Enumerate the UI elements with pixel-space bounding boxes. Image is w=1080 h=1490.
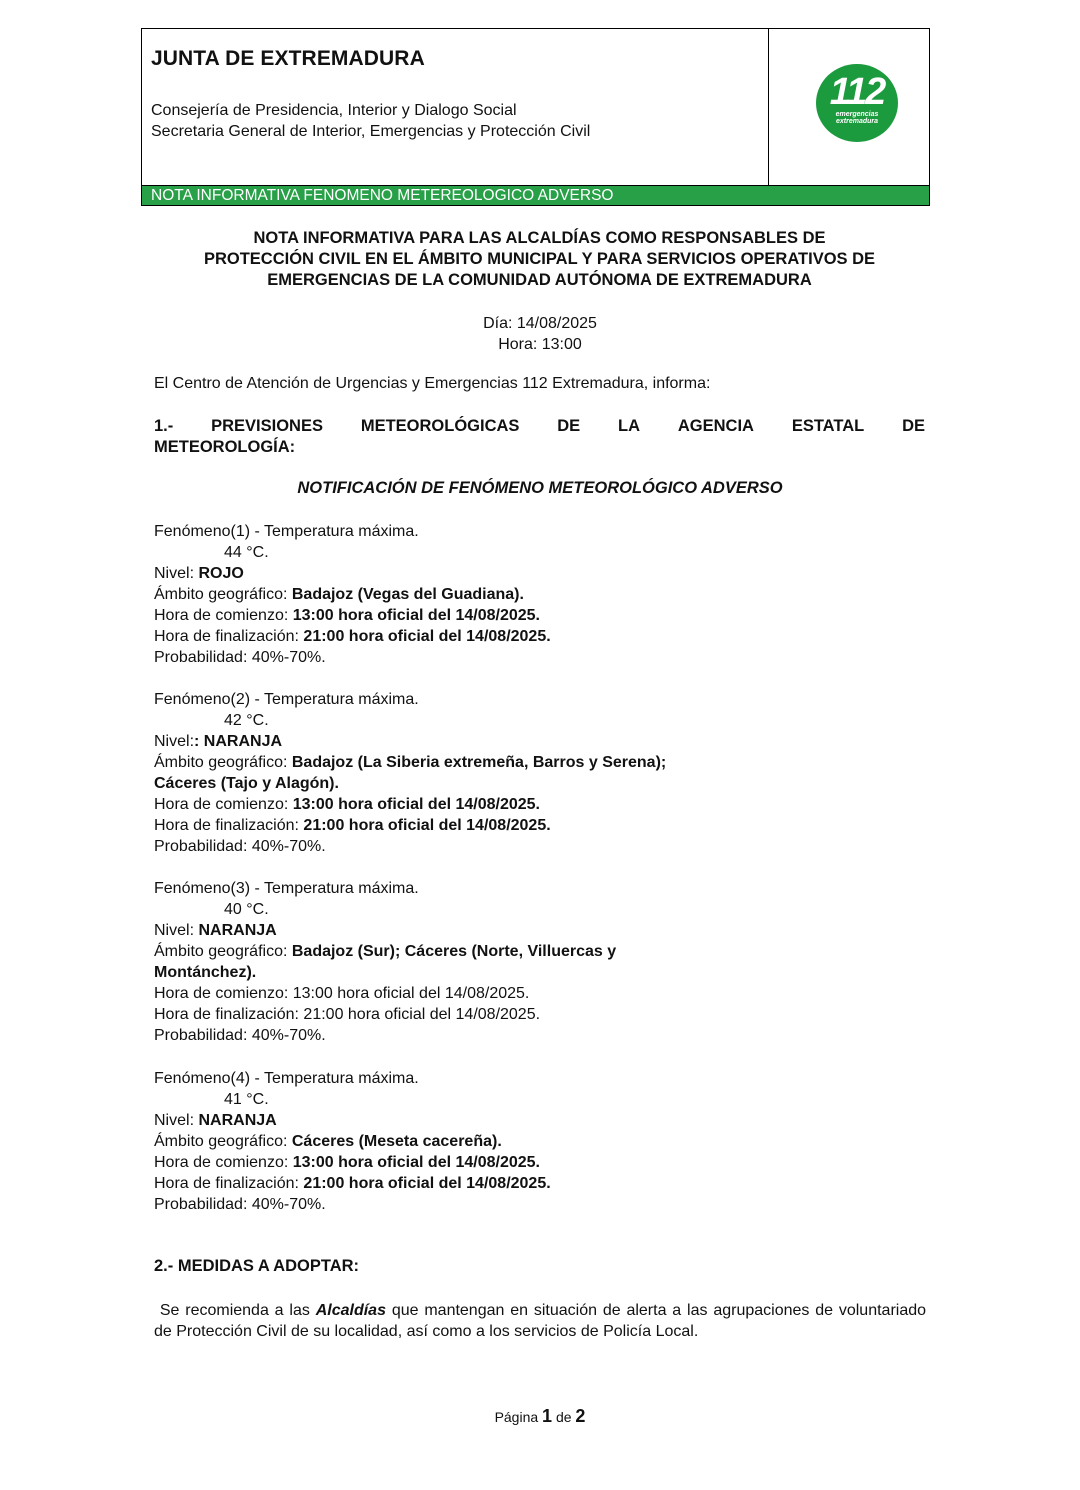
dept-line-2: Secretaria General de Interior, Emergencias y Protección Civil: [151, 123, 591, 140]
phen-title: Fenómeno(4) - Temperatura máxima.: [154, 1070, 419, 1087]
phen-start: 13:00 hora oficial del 14/08/2025.: [292, 607, 540, 624]
label-inicio: Hora de comienzo:: [154, 1154, 289, 1171]
phen-level-row: [154, 1110, 551, 1131]
section-1-heading: [154, 416, 925, 458]
phen-area: Badajoz (Vegas del Guadiana).: [291, 586, 524, 603]
label-fin: Hora de finalización:: [154, 817, 299, 834]
label-fin: Hora de finalización:: [154, 1006, 299, 1023]
label-fin: Hora de finalización:: [154, 1175, 299, 1192]
department-lines: [151, 100, 590, 142]
phen-title: Fenómeno(3) - Temperatura máxima.: [154, 880, 419, 897]
dept-line-1: Consejería de Presidencia, Interior y Dialogo Social: [151, 102, 517, 119]
phen-area: Cáceres (Meseta cacereña).: [291, 1133, 502, 1150]
phenomenon-1: [154, 521, 551, 668]
phen-start: 13:00 hora oficial del 14/08/2025.: [292, 1154, 540, 1171]
label-inicio: Hora de comienzo:: [154, 985, 289, 1002]
phen-start-row: [154, 983, 616, 1004]
s1-word: 1.-: [154, 417, 174, 435]
phen-prob: Probabilidad: 40%-70%.: [154, 649, 326, 666]
label-fin: Hora de finalización:: [154, 628, 299, 645]
label-ambito: Ámbito geográfico:: [154, 754, 288, 771]
time-line: Hora: 13:00: [498, 336, 582, 353]
page-total: 2: [575, 1406, 586, 1426]
title-line-1: NOTA INFORMATIVA PARA LAS ALCALDÍAS COMO RESPONSABLES DE: [253, 229, 826, 247]
phen-start: 13:00 hora oficial del 14/08/2025.: [292, 796, 540, 813]
s1-word: ESTATAL: [791, 417, 865, 435]
phen-title: Fenómeno(2) - Temperatura máxima.: [154, 691, 419, 708]
phen-prob: Probabilidad: 40%-70%.: [154, 1196, 326, 1213]
phen-area: Badajoz (Sur); Cáceres (Norte, Villuercas y: [291, 943, 617, 960]
phen-area-2: Montánchez).: [154, 964, 257, 981]
emergencias-112-logo: [816, 64, 898, 142]
s1-word: LA: [618, 417, 641, 435]
label-ambito: Ámbito geográfico:: [154, 1133, 288, 1150]
page-footer: [0, 1406, 1080, 1427]
phen-area-row: [154, 752, 666, 773]
phen-temp: 40 °C.: [224, 901, 269, 918]
phen-end-row: [154, 815, 666, 836]
title-line-3: EMERGENCIAS DE LA COMUNIDAD AUTÓNOMA DE EXTREMADURA: [267, 271, 812, 289]
phen-level: ROJO: [198, 565, 244, 582]
label-inicio: Hora de comienzo:: [154, 796, 289, 813]
title-line-2: PROTECCIÓN CIVIL EN EL ÁMBITO MUNICIPAL Y PARA SERVICIOS OPERATIVOS DE: [203, 250, 876, 268]
header-box: [141, 28, 930, 206]
phen-level-row: [154, 563, 551, 584]
phen-level: NARANJA: [198, 1112, 277, 1129]
rec-emphasis: Alcaldías: [315, 1302, 386, 1319]
phen-prob: Probabilidad: 40%-70%.: [154, 838, 326, 855]
s1-word: DE: [557, 417, 581, 435]
phen-level-row: [154, 731, 666, 752]
label-inicio: Hora de comienzo:: [154, 607, 289, 624]
s1-word: DE: [902, 417, 925, 435]
of-word: de: [555, 1409, 572, 1425]
banner: NOTA INFORMATIVA FENOMENO METEREOLOGICO ADVERSO: [142, 185, 929, 205]
phen-area-row: [154, 584, 551, 605]
phen-level: : NARANJA: [194, 733, 283, 750]
phenomenon-2: [154, 689, 666, 857]
logo-number: 112: [829, 71, 885, 113]
phen-end-row: [154, 1004, 616, 1025]
phen-end: 21:00 hora oficial del 14/08/2025.: [303, 1006, 541, 1023]
phen-level: NARANJA: [198, 922, 277, 939]
phen-temp: 42 °C.: [224, 712, 269, 729]
phen-area-row: [154, 941, 616, 962]
phen-title: Fenómeno(1) - Temperatura máxima.: [154, 523, 419, 540]
phen-start-row: [154, 1152, 551, 1173]
phen-start-row: [154, 794, 666, 815]
phen-prob: Probabilidad: 40%-70%.: [154, 1027, 326, 1044]
s1-word: PREVISIONES: [211, 417, 323, 435]
phen-end: 21:00 hora oficial del 14/08/2025.: [303, 628, 551, 645]
label-nivel: Nivel:: [154, 922, 195, 939]
phen-level-row: [154, 920, 616, 941]
phen-end-row: [154, 626, 551, 647]
org-name: JUNTA DE EXTREMADURA: [151, 47, 425, 70]
section-2-heading: 2.- MEDIDAS A ADOPTAR:: [154, 1257, 360, 1275]
phenomenon-4: [154, 1068, 551, 1215]
label-nivel: Nivel:: [154, 733, 195, 750]
phen-temp: 44 °C.: [224, 544, 269, 561]
phen-area-2: Cáceres (Tajo y Alagón).: [154, 775, 339, 792]
phen-temp: 41 °C.: [224, 1091, 269, 1108]
header-left: [142, 29, 769, 185]
phen-start-row: [154, 605, 551, 626]
phen-area: Badajoz (La Siberia extremeña, Barros y Serena);: [291, 754, 667, 771]
phen-end: 21:00 hora oficial del 14/08/2025.: [303, 817, 551, 834]
date-line: Día: 14/08/2025: [483, 315, 597, 332]
logo-sub-1: emergencias: [835, 111, 879, 118]
label-nivel: Nivel:: [154, 565, 195, 582]
section-1-line-1: [154, 416, 925, 437]
recommendation-text: [154, 1300, 926, 1342]
page-number: 1: [542, 1406, 553, 1426]
logo-sub-2: extremadura: [835, 118, 879, 125]
rec-post: que mantengan en situación de alerta a las agrupaciones de voluntariado de Protección Civil de su localidad, así como a los servicios de Policía Local.: [154, 1302, 927, 1340]
phen-end: 21:00 hora oficial del 14/08/2025.: [303, 1175, 551, 1192]
s1-word: METEOROLÓGICAS: [360, 417, 520, 435]
intro-text: El Centro de Atención de Urgencias y Emergencias 112 Extremadura, informa:: [154, 375, 711, 392]
s1-word: AGENCIA: [677, 417, 754, 435]
phen-area-row: [154, 1131, 551, 1152]
document-title: [141, 228, 938, 291]
notification-title: NOTIFICACIÓN DE FENÓMENO METEOROLÓGICO ADVERSO: [297, 479, 783, 497]
date-block: [0, 313, 1080, 355]
rec-pre: Se recomienda a las: [159, 1302, 310, 1319]
label-nivel: Nivel:: [154, 1112, 195, 1129]
label-ambito: Ámbito geográfico:: [154, 943, 288, 960]
section-1-line-2: METEOROLOGÍA:: [154, 438, 296, 456]
label-ambito: Ámbito geográfico:: [154, 586, 288, 603]
phen-end-row: [154, 1173, 551, 1194]
page-word: Página: [494, 1409, 539, 1425]
phen-start: 13:00 hora oficial del 14/08/2025.: [292, 985, 530, 1002]
phenomenon-3: [154, 878, 616, 1046]
